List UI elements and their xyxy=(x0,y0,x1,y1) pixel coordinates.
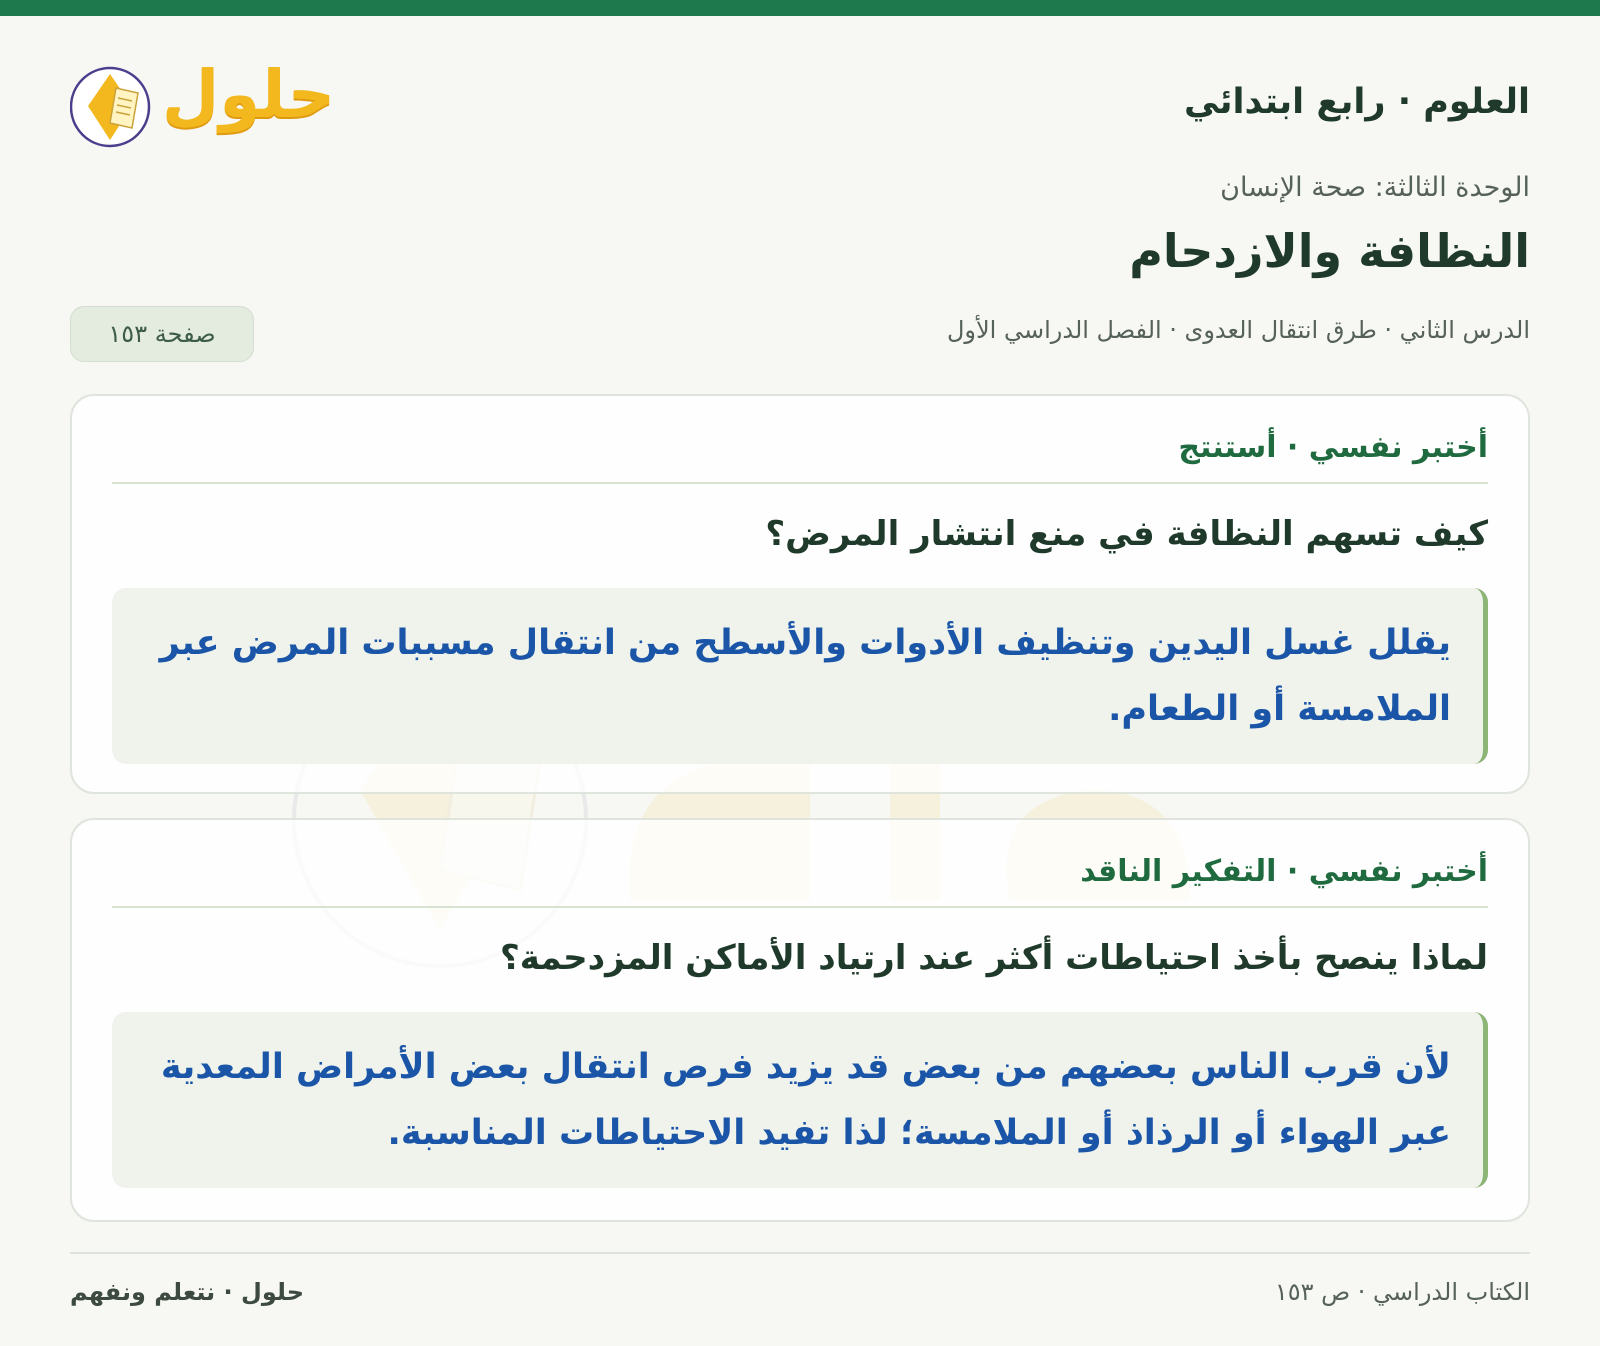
page-header xyxy=(70,48,1530,158)
lesson-meta: الدرس الثاني · طرق انتقال العدوى · الفصل الدراسي الأول xyxy=(946,316,1530,344)
card-label: أختبر نفسي · التفكير الناقد xyxy=(1080,854,1488,889)
page-number-badge: صفحة ١٥٣ xyxy=(70,306,254,362)
question-text: كيف تسهم النظافة في منع انتشار المرض؟ xyxy=(765,514,1488,554)
question-text: لماذا ينصح بأخذ احتياطات أكثر عند ارتياد الأماكن المزدحمة؟ xyxy=(500,938,1488,978)
hulul-logo[interactable] xyxy=(70,48,336,158)
logo-wordmark: حلول xyxy=(162,56,336,133)
footer-divider xyxy=(70,1252,1530,1254)
subject-grade-title: العلوم · رابع ابتدائي xyxy=(1183,82,1530,122)
card-divider xyxy=(112,906,1488,908)
answer-box: يقلل غسل اليدين وتنظيف الأدوات والأسطح من انتقال مسببات المرض عبر الملامسة أو الطعام. xyxy=(112,588,1488,764)
card-label: أختبر نفسي · أستنتج xyxy=(1178,430,1488,465)
top-accent-bar xyxy=(0,0,1600,16)
card-divider xyxy=(112,482,1488,484)
answer-box: لأن قرب الناس بعضهم من بعض قد يزيد فرص انتقال بعض الأمراض المعدية عبر الهواء أو الرذاذ أو الملامسة؛ لذا تفيد الاحتياطات المناسبة. xyxy=(112,1012,1488,1188)
question-card xyxy=(70,818,1530,1222)
question-card xyxy=(70,394,1530,794)
footer-brand: حلول · نتعلم ونفهم xyxy=(70,1278,304,1306)
lesson-title: النظافة والازدحام xyxy=(1129,224,1530,278)
footer-book-reference: الكتاب الدراسي · ص ١٥٣ xyxy=(1274,1278,1530,1306)
unit-label: الوحدة الثالثة: صحة الإنسان xyxy=(1220,172,1530,203)
